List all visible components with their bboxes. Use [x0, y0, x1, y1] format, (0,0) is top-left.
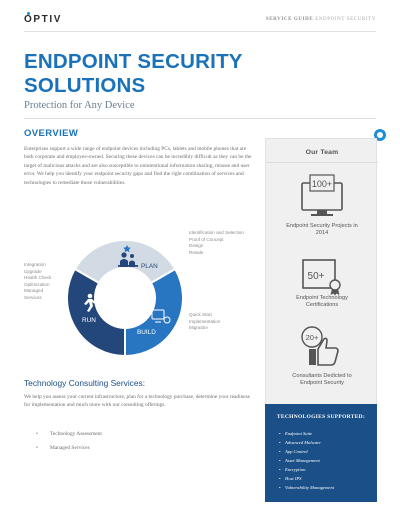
list-item: • App Control [279, 447, 334, 456]
title-line-1: ENDPOINT SECURITY [24, 50, 243, 73]
technologies-panel [265, 404, 377, 502]
run-item: Optimization [24, 281, 50, 287]
list-item: • Vulnerability Management [279, 483, 334, 492]
list-item: • Technology Assessment [36, 427, 102, 441]
stat-value: 50+ [307, 271, 325, 282]
build-item: Implementation [189, 318, 221, 324]
thumbs-up-icon [298, 325, 346, 369]
stat-label [266, 373, 378, 387]
stat-label [266, 295, 378, 309]
technologies-list [279, 429, 334, 492]
plan-item: Design [189, 243, 204, 249]
team-heading: Our Team [305, 149, 339, 156]
page-header [0, 0, 400, 36]
tcs-heading: Technology Consulting Services: [24, 378, 146, 388]
stat-label-text: Consultants Dedicted to Endpoint Security [292, 373, 352, 387]
build-item: Quick Start [189, 312, 212, 317]
header-divider [24, 31, 376, 32]
page-subtitle: Protection for Any Device [24, 100, 135, 111]
stat-label-text: Endpoint Security Projects in 2014 [286, 223, 358, 237]
build-item: Migration [189, 325, 208, 331]
build-segment [125, 269, 183, 356]
guide-prefix: SERVICE GUIDE [265, 17, 314, 22]
certificate-icon [300, 257, 344, 297]
logo-text: OPTIV [24, 14, 63, 25]
tcs-paragraph: We help you assess your current infrastructure, plan for a technology purchase, determine your readiness for implementation and much more with our consulting offerings. [24, 394, 250, 409]
list-item: • Advanced Malware [279, 438, 334, 447]
optiv-logo [24, 12, 63, 26]
technologies-heading: TECHNOLOGIES SUPPORTED: [276, 414, 366, 420]
stat-value: 20+ [305, 333, 319, 342]
lifecycle-diagram [24, 228, 260, 366]
page-title [24, 50, 324, 98]
plan-items [189, 230, 259, 256]
team-divider [266, 162, 378, 163]
list-item: • Encryption [279, 465, 334, 474]
run-label: RUN [82, 317, 96, 324]
list-item: • Asset Management [279, 456, 334, 465]
run-item: Health Check [24, 275, 52, 281]
stat-label-text: Endpoint Technology Certifications [296, 295, 348, 309]
stat-label [266, 223, 378, 237]
overview-heading: OVERVIEW [24, 128, 79, 139]
stat-value: 100+ [311, 179, 333, 189]
run-item: Managed Services [24, 288, 44, 300]
guide-topic: ENDPOINT SECURITY [315, 17, 376, 22]
tcs-list [36, 427, 102, 455]
run-segment [67, 269, 125, 356]
build-items [189, 312, 259, 332]
run-items [24, 262, 62, 302]
run-item: Integration [24, 262, 46, 267]
build-label: BUILD [137, 329, 156, 336]
plan-label: PLAN [141, 263, 158, 270]
run-item: Upgrade [24, 268, 42, 274]
plan-item: Identification and Selection [189, 230, 244, 235]
list-item: • Host IPS [279, 474, 334, 483]
list-item: • Managed Services [36, 441, 102, 455]
overview-paragraph: Enterprises support a wide range of endpoint devices including PCs, tablets and mobile phones that are both corporate and employee-owned. Securing these devices can be incredibly difficult as they can be the target of malicious attacks and are also susceptible to unintentional information sharing, misuse and user error. We help you identify your endpoint security gaps and find the right combination of services and technologies to remediate those vulnerabilities. [24, 146, 252, 186]
plan-item: Proof of Concept [189, 236, 224, 242]
list-item: • Endpoint Suite [279, 429, 334, 438]
monitor-icon [298, 173, 346, 219]
plan-item: Resale [189, 249, 204, 255]
guide-label [266, 17, 376, 22]
title-line-2: SOLUTIONS [24, 74, 146, 97]
title-divider [24, 118, 376, 119]
